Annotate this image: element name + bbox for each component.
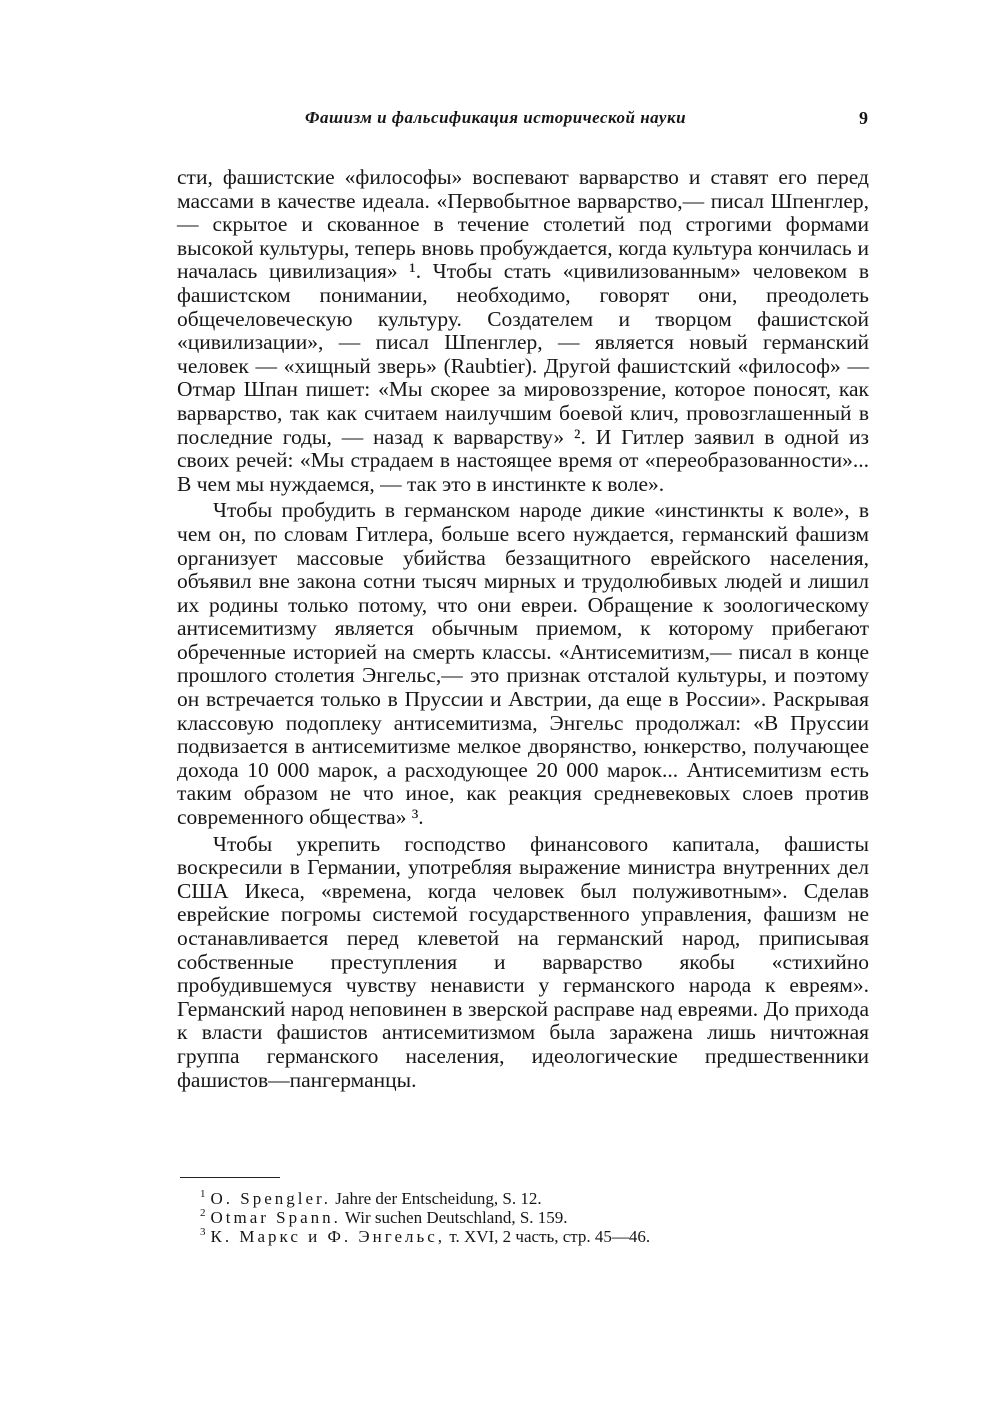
footnote-divider (180, 1177, 280, 1178)
footnotes (200, 1189, 860, 1246)
paragraph-3: Чтобы укрепить господство финансового капитала, фашисты воскресили в Германии, употребляя выражение министра внутренних дел США Икеса, «времена, когда человек был полуживотным». Сделав еврейские погромы системой государственного управления, фашизм не останавливается перед клеветой на германский народ, приписывая собственные преступления и варварство якобы «стихийно пробудившемуся чувству ненависти у германского народа к евреям». Германский народ неповинен в зверской расправе над евреями. До прихода к власти фашистов антисемитизмом была заражена лишь ничтожная группа германского населения, идеологические предшественники фашистов—пангерманцы. (177, 831, 869, 1092)
footnote-author: O. Spengler. (210, 1189, 332, 1208)
paragraph-1: сти, фашистские «философы» воспевают варварство и ставят его перед массами в качестве идеала. «Первобытное варварство,— писал Шпенглер, — скрытое и скованное в течение столетий под строгими формами высокой культуры, теперь вновь пробуждается, когда культура кончилась и началась цивилизация» ¹. Чтобы стать «цивилизованным» человеком в фашистском понимании, необходимо, говорят они, преодолеть общечеловеческую культуру. Создателем и творцом фашистской «цивилизации», — писал Шпенглер, — является новый германский человек — «хищный зверь» (Raubtier). Другой фашистский «философ» — Отмар Шпан пишет: «Мы скорее за мировоззрение, которое поносят, как варварство, так как считаем наилучшим боевой клич, провозглашенный в последние годы, — назад к варварству» ². И Гитлер заявил в одной из своих речей: «Мы страдаем в настоящее время от «переобразованности»... В чем мы нуждаемся, — так это в инстинкте к воле». (177, 165, 869, 496)
footnote-mark: 2 (200, 1207, 206, 1220)
body-text (177, 166, 869, 1092)
running-title: Фашизм и фальсификация исторической науки (305, 108, 687, 127)
footnote-text: Jahre der Entscheidung, S. 12. (335, 1189, 542, 1208)
footnote-3 (200, 1227, 860, 1246)
page-number: 9 (859, 108, 868, 128)
running-head (175, 108, 868, 134)
footnote-mark: 1 (200, 1188, 206, 1201)
footnote-text: т. XVI, 2 часть, стр. 45—46. (449, 1227, 651, 1246)
footnote-author: Otmar Spann. (210, 1208, 341, 1227)
footnote-1 (200, 1189, 860, 1208)
footnote-text: Wir suchen Deutschland, S. 159. (344, 1208, 568, 1227)
footnote-2 (200, 1208, 860, 1227)
footnote-mark: 3 (200, 1226, 206, 1239)
footnote-author: К. Маркс и Ф. Энгельс, (210, 1227, 446, 1246)
paragraph-2: Чтобы пробудить в германском народе дикие «инстинкты к воле», в чем он, по словам Гитлера, больше всего нуждается, германский фашизм организует массовые убийства беззащитного еврейского населения, объявил вне закона сотни тысяч мирных и трудолюбивых людей и лишил их родины только потому, что они евреи. Обращение к зоологическому антисемитизму является обычным приемом, к которому прибегают обреченные историей на смерть классы. «Антисемитизм,— писал в конце прошлого столетия Энгельс,— это признак отсталой культуры, и поэтому он встречается только в Пруссии и Австрии, да еще в России». Раскрывая классовую подоплеку антисемитизма, Энгельс продолжал: «В Пруссии подвизается в антисемитизме мелкое дворянство, юнкерство, получающее дохода 10 000 марок, а расходующее 20 000 марок... Антисемитизм есть таким образом не что иное, как реакция средневековых слоев против современного общества» ³. (177, 498, 869, 830)
